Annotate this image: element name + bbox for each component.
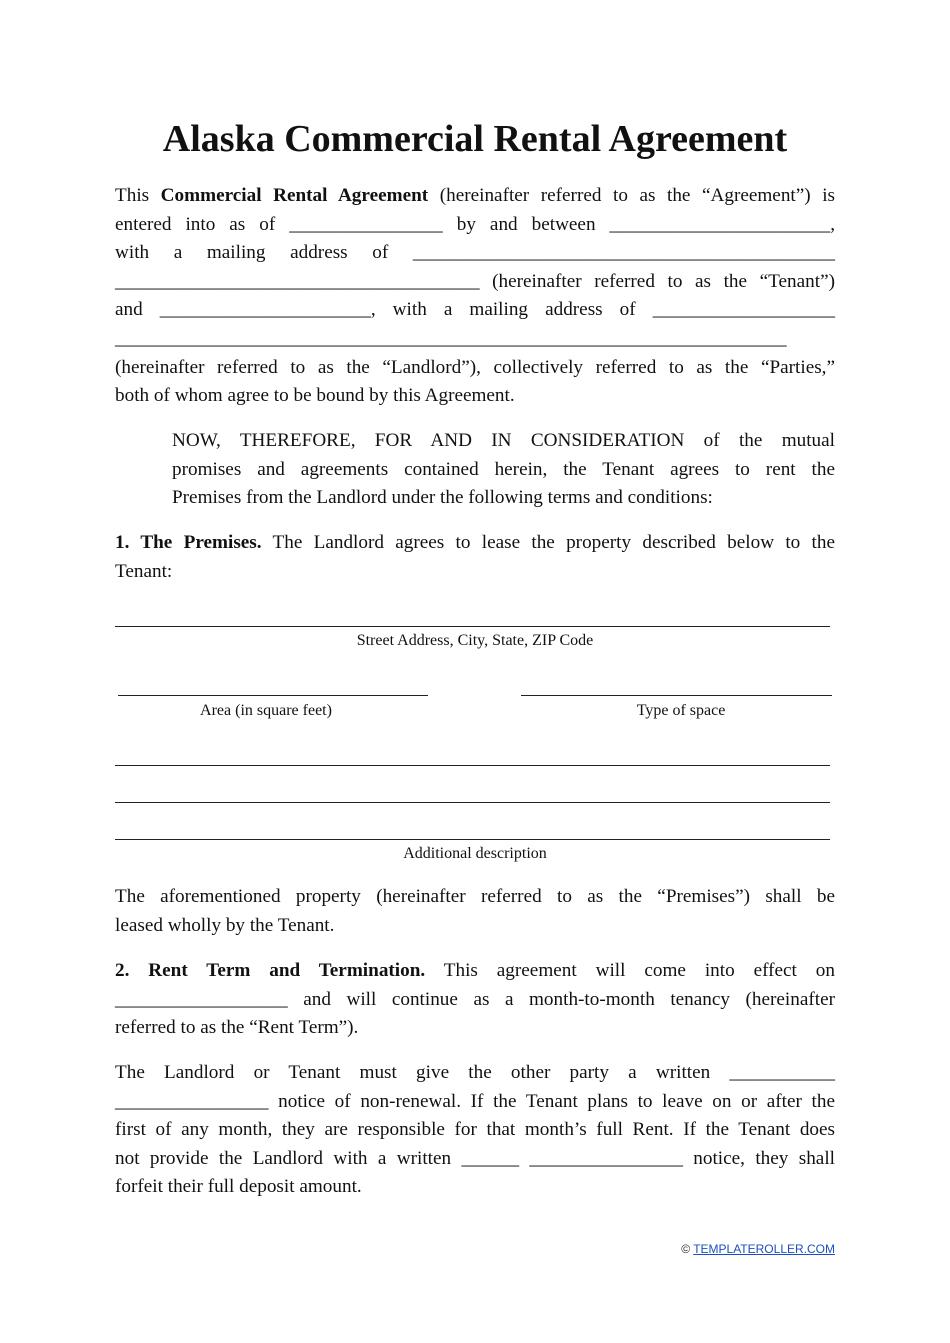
intro-line-5: and ______________________, with a mailing address of ___________________ (115, 299, 835, 321)
termination-paragraph (115, 1059, 835, 1202)
street-address-caption: Street Address, City, State, ZIP Code (356, 632, 594, 649)
street-address-blank[interactable] (115, 626, 830, 627)
intro-line-4: ______________________________________ (hereinafter referred to as the “Tenant”) (115, 270, 835, 292)
section-1-heading: 1. The Premises. (115, 532, 262, 553)
section-2-paragraph (115, 957, 835, 1043)
intro-line-7: (hereinafter referred to as the “Landlord”), collectively referred to as the “Parties,” (115, 356, 835, 378)
consideration-line-3: Premises from the Landlord under the following terms and conditions: (172, 487, 713, 509)
document-title: Alaska Commercial Rental Agreement (162, 118, 788, 160)
templateroller-link[interactable]: TEMPLATEROLLER.COM (693, 1242, 835, 1256)
termination-line-4: not provide the Landlord with a written ______ ________________ notice, they shall (115, 1147, 835, 1169)
type-of-space-caption: Type of space (636, 702, 726, 719)
copyright-symbol: © (681, 1242, 691, 1256)
consideration-line-1: NOW, THEREFORE, FOR AND IN CONSIDERATION of the mutual (172, 430, 835, 451)
additional-description-blank-3[interactable] (115, 839, 830, 840)
intro-line-1: This Commercial Rental Agreement (hereinafter referred to as the “Agreement”) is (115, 185, 836, 206)
intro-line-3: with a mailing address of ____________________________________________ (115, 242, 835, 264)
consideration-line-2: promises and agreements contained herein, the Tenant agrees to rent the (172, 458, 835, 480)
footer (681, 1242, 835, 1256)
premises-line-1: The aforementioned property (hereinafter referred to as the “Premises”) shall be (115, 886, 835, 907)
intro-paragraph (115, 182, 835, 411)
additional-description-blank-2[interactable] (115, 802, 830, 803)
consideration-paragraph (172, 427, 835, 513)
section-2-line-3: referred to as the “Rent Term”). (115, 1017, 359, 1039)
termination-line-5: forfeit their full deposit amount. (115, 1176, 362, 1198)
intro-line-8: both of whom agree to be bound by this Agreement. (115, 385, 515, 407)
termination-line-1: The Landlord or Tenant must give the other party a written ___________ (115, 1062, 835, 1083)
type-of-space-blank[interactable] (521, 695, 832, 696)
area-blank[interactable] (118, 695, 428, 696)
section-1-intro (115, 529, 835, 586)
section-2-heading: 2. Rent Term and Termination. (115, 960, 426, 981)
additional-description-blank-1[interactable] (115, 765, 830, 766)
termination-line-2: ________________ notice of non-renewal. If the Tenant plans to leave on or after the (115, 1090, 835, 1112)
intro-line-6: ______________________________________________________________________ (115, 327, 787, 349)
section-2-line-2: __________________ and will continue as a month-to-month tenancy (hereinafter (115, 988, 835, 1010)
area-caption: Area (in square feet) (200, 702, 332, 719)
premises-paragraph (115, 883, 835, 940)
section-1-line-1: 1. The Premises. The Landlord agrees to lease the property described below to the (115, 532, 836, 553)
section-2-line-1: 2. Rent Term and Termination. This agreement will come into effect on (115, 960, 835, 981)
section-1-line-2: Tenant: (115, 560, 173, 582)
additional-description-caption: Additional description (403, 845, 547, 862)
termination-line-3: first of any month, they are responsible for that month’s full Rent. If the Tenant does (115, 1119, 835, 1141)
intro-line-2: entered into as of ________________ by and between _______________________, (115, 213, 835, 235)
premises-line-2: leased wholly by the Tenant. (115, 914, 335, 936)
